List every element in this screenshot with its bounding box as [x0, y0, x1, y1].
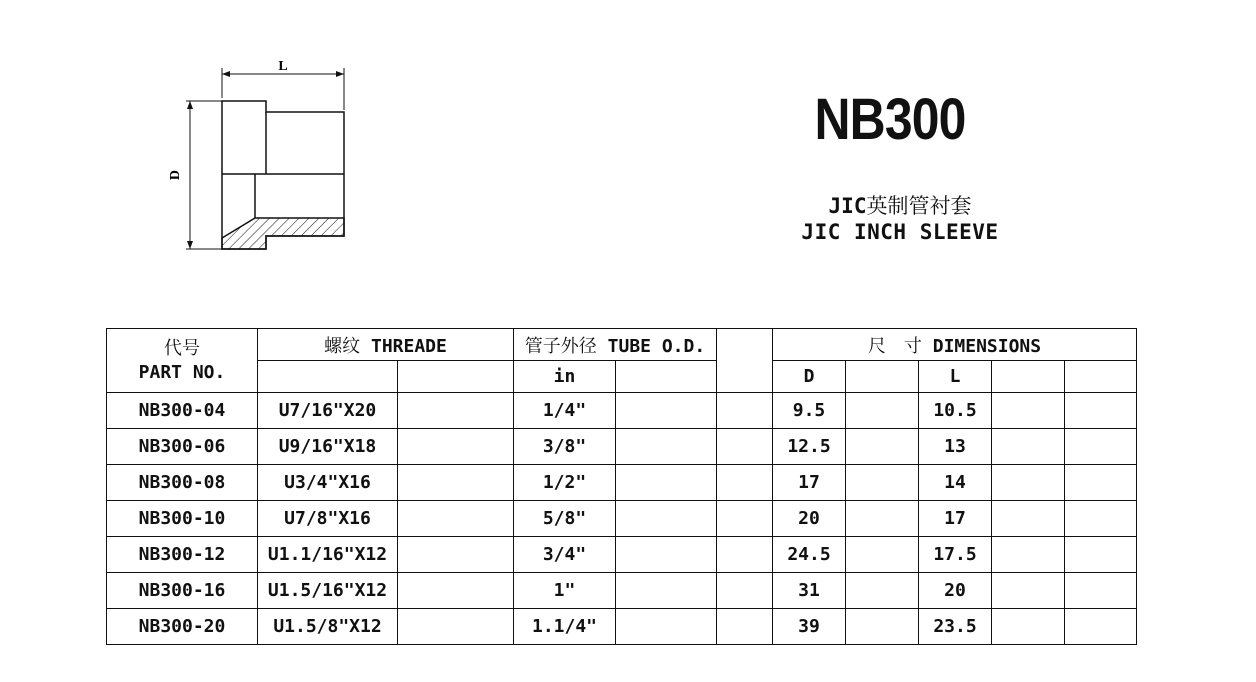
table-row [107, 573, 1137, 609]
cell-empty [616, 393, 717, 429]
cell-part: NB300-16 [107, 573, 258, 609]
cell-empty [992, 537, 1065, 573]
cell-empty [992, 465, 1065, 501]
cell-l: 17 [919, 501, 992, 537]
cell-gap [717, 501, 773, 537]
dimensions-table [106, 328, 1137, 645]
header-dim-en: DIMENSIONS [932, 335, 1042, 357]
cell-empty [846, 573, 919, 609]
cell-empty [992, 501, 1065, 537]
cell-d: 31 [773, 573, 846, 609]
cell-thread: U7/8"X16 [258, 501, 398, 537]
cell-thread: U1.5/16"X12 [258, 573, 398, 609]
product-subtitle-chinese [790, 190, 1010, 220]
cell-thread: U1.5/8"X12 [258, 609, 398, 645]
cell-d: 39 [773, 609, 846, 645]
cell-empty [992, 393, 1065, 429]
cell-empty [398, 465, 514, 501]
cell-tube: 1" [514, 573, 616, 609]
dimension-label-d: D [168, 169, 183, 181]
header-dim-l: L [919, 361, 992, 393]
cell-empty [846, 393, 919, 429]
table-row [107, 609, 1137, 645]
header-blank [717, 329, 773, 393]
cell-empty [846, 537, 919, 573]
cell-d: 9.5 [773, 393, 846, 429]
header-dimensions [773, 329, 1137, 361]
cell-d: 20 [773, 501, 846, 537]
cell-empty [616, 573, 717, 609]
product-title: NB300 [814, 87, 966, 152]
cell-gap [717, 393, 773, 429]
table-row [107, 465, 1137, 501]
header-thread-sub-1 [258, 361, 398, 393]
cell-empty [1065, 573, 1137, 609]
header-dim-blank-3 [1065, 361, 1137, 393]
header-thread-cn: 螺纹 [324, 335, 361, 357]
cell-empty [1065, 429, 1137, 465]
product-subtitle-english: JIC INCH SLEEVE [801, 220, 999, 244]
cell-empty [1065, 393, 1137, 429]
cell-l: 13 [919, 429, 992, 465]
header-thread-sub-2 [398, 361, 514, 393]
cell-empty [616, 537, 717, 573]
cell-empty [992, 429, 1065, 465]
header-tube-unit: in [514, 361, 616, 393]
cell-empty [616, 465, 717, 501]
cell-gap [717, 573, 773, 609]
cell-gap [717, 609, 773, 645]
cell-empty [846, 609, 919, 645]
table-body [107, 393, 1137, 645]
subtitle-code: JIC [828, 194, 867, 218]
cell-empty [398, 609, 514, 645]
cell-empty [992, 609, 1065, 645]
cell-tube: 3/4" [514, 537, 616, 573]
cell-part: NB300-10 [107, 501, 258, 537]
cell-empty [616, 429, 717, 465]
cell-empty [398, 429, 514, 465]
cell-empty [398, 537, 514, 573]
cell-empty [616, 609, 717, 645]
cell-l: 23.5 [919, 609, 992, 645]
cell-tube: 1.1/4" [514, 609, 616, 645]
header-part-no [107, 329, 258, 393]
cell-gap [717, 537, 773, 573]
header-tube [514, 329, 717, 361]
cell-tube: 3/8" [514, 429, 616, 465]
cell-empty [1065, 609, 1137, 645]
dimension-label-l: L [278, 59, 288, 74]
cell-empty [398, 501, 514, 537]
header-dim-cn: 尺 寸 [867, 335, 922, 357]
cell-d: 17 [773, 465, 846, 501]
cell-tube: 1/2" [514, 465, 616, 501]
cell-empty [1065, 537, 1137, 573]
cell-l: 14 [919, 465, 992, 501]
cell-l: 17.5 [919, 537, 992, 573]
header-tube-sub-2 [616, 361, 717, 393]
header-tube-cn: 管子外径 [524, 335, 597, 357]
cell-gap [717, 429, 773, 465]
table-row [107, 537, 1137, 573]
header-dim-blank-2 [992, 361, 1065, 393]
cell-thread: U1.1/16"X12 [258, 537, 398, 573]
cell-l: 10.5 [919, 393, 992, 429]
cell-thread: U7/16"X20 [258, 393, 398, 429]
cell-empty [1065, 501, 1137, 537]
header-thread [258, 329, 514, 361]
table-row [107, 501, 1137, 537]
cell-empty [398, 393, 514, 429]
cell-empty [992, 573, 1065, 609]
sleeve-drawing [160, 50, 360, 260]
cell-part: NB300-06 [107, 429, 258, 465]
cell-part: NB300-20 [107, 609, 258, 645]
header-dim-d: D [773, 361, 846, 393]
cell-thread: U9/16"X18 [258, 429, 398, 465]
table-row [107, 429, 1137, 465]
cell-thread: U3/4"X16 [258, 465, 398, 501]
header-part-cn: 代号 [164, 337, 200, 359]
cell-part: NB300-08 [107, 465, 258, 501]
cell-d: 12.5 [773, 429, 846, 465]
cell-empty [398, 573, 514, 609]
cell-empty [616, 501, 717, 537]
cell-empty [846, 501, 919, 537]
header-part-en: PART NO. [138, 361, 226, 383]
header-dim-blank-1 [846, 361, 919, 393]
header-tube-en: TUBE O.D. [607, 335, 706, 357]
cell-gap [717, 465, 773, 501]
cell-empty [846, 429, 919, 465]
table-row [107, 393, 1137, 429]
cell-l: 20 [919, 573, 992, 609]
header-thread-en: THREADE [370, 335, 447, 357]
subtitle-chinese: 英制管衬套 [866, 194, 972, 218]
cell-part: NB300-12 [107, 537, 258, 573]
cell-tube: 1/4" [514, 393, 616, 429]
cell-empty [1065, 465, 1137, 501]
cell-d: 24.5 [773, 537, 846, 573]
cell-tube: 5/8" [514, 501, 616, 537]
cell-empty [846, 465, 919, 501]
cell-part: NB300-04 [107, 393, 258, 429]
